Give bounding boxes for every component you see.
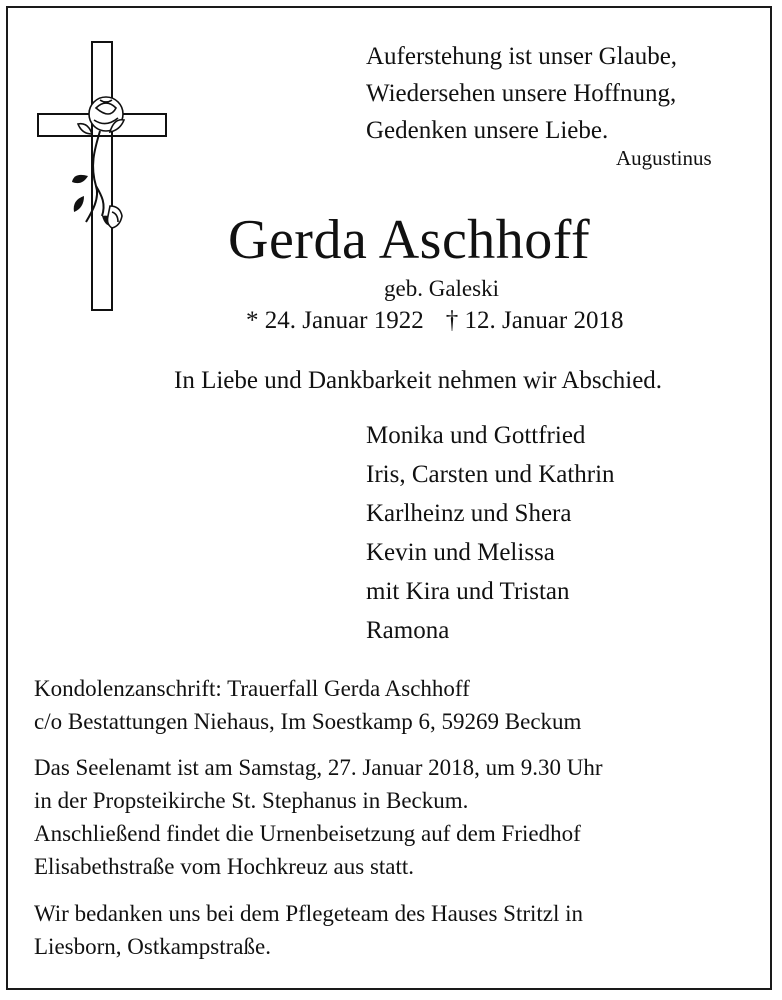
quote-line: Wiedersehen unsere Hoffnung, [366, 80, 677, 107]
service-line: Anschließend findet die Urnenbeisetzung auf dem Friedhof [34, 821, 581, 846]
deceased-name: Gerda Aschhoff [228, 209, 591, 271]
farewell-text: In Liebe und Dankbarkeit nehmen wir Abschied. [174, 367, 663, 394]
service-line: Das Seelenamt ist am Samstag, 27. Januar 2018, um 9.30 Uhr [34, 755, 603, 780]
quote-line: Auferstehung ist unser Glaube, [366, 43, 678, 70]
mourner-entry: Karlheinz und Shera [366, 500, 572, 527]
thanks-note [34, 897, 583, 963]
condolence-address [34, 672, 581, 738]
mourner-entry: Kevin und Melissa [366, 539, 555, 566]
mourner-entry: Iris, Carsten und Kathrin [366, 461, 615, 488]
birth-name: geb. Galeski [384, 276, 499, 301]
service-info [34, 751, 603, 883]
quote-line: Gedenken unsere Liebe. [366, 117, 609, 144]
mourner-entry: Monika und Gottfried [366, 422, 586, 449]
bible-quote [366, 38, 677, 149]
quote-author: Augustinus [616, 146, 712, 170]
mourner-entry: mit Kira und Tristan [366, 578, 570, 605]
service-line: in der Propsteikirche St. Stephanus in Beckum. [34, 788, 469, 813]
condolence-line: Kondolenzanschrift: Trauerfall Gerda Aschhoff [34, 676, 470, 701]
cross-with-rose-icon [30, 36, 170, 316]
service-line: Elisabethstraße vom Hochkreuz aus statt. [34, 854, 415, 879]
condolence-line: c/o Bestattungen Niehaus, Im Soestkamp 6, 59269 Beckum [34, 709, 582, 734]
mourners-list [366, 416, 615, 650]
life-dates [246, 307, 624, 335]
death-date: † 12. Januar 2018 [445, 307, 624, 334]
mourner-entry: Ramona [366, 617, 450, 644]
thanks-line: Liesborn, Ostkampstraße. [34, 934, 271, 959]
thanks-line: Wir bedanken uns bei dem Pflegeteam des Hauses Stritzl in [34, 901, 584, 926]
birth-date: * 24. Januar 1922 [246, 307, 424, 334]
